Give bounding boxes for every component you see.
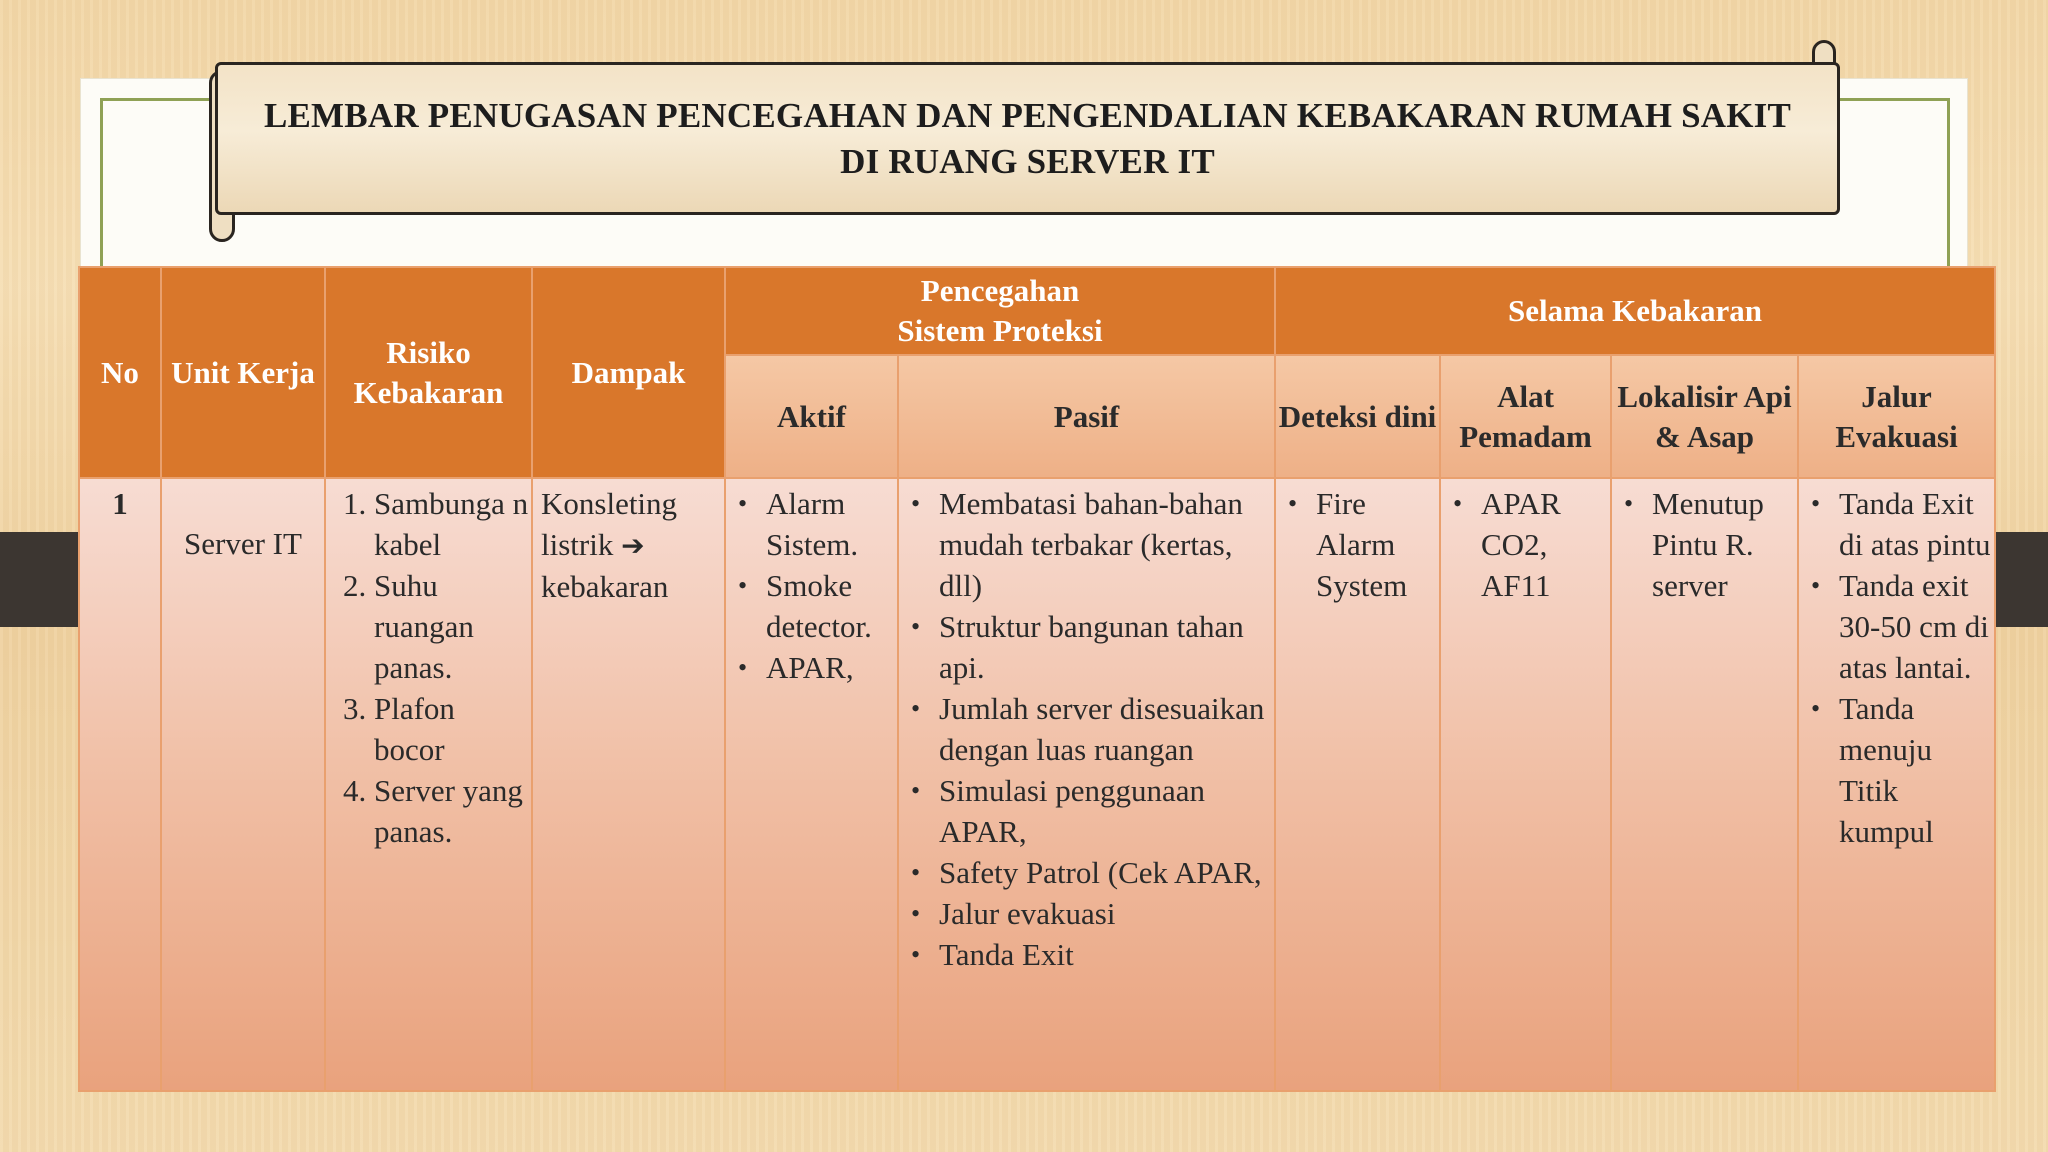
cell-jalur-evakuasi xyxy=(1798,478,1995,1091)
header-aktif: Aktif xyxy=(725,355,898,478)
list-item: • Alarm Sistem. xyxy=(766,483,897,565)
header-pencegahan-line2: Sistem Proteksi xyxy=(897,313,1103,348)
list-item: • Smoke detector. xyxy=(766,565,897,647)
list-item: • APAR CO2, AF11 xyxy=(1481,483,1610,606)
header-pencegahan xyxy=(725,267,1275,355)
cell-risiko xyxy=(325,478,532,1091)
dampak-after: kebakaran xyxy=(541,569,669,604)
list-item: • Menutup Pintu R. server xyxy=(1652,483,1797,606)
pasif-list xyxy=(899,483,1274,975)
header-risiko: Risiko Kebakaran xyxy=(325,267,532,478)
list-item: • Tanda Exit di atas pintu xyxy=(1839,483,1994,565)
header-dampak: Dampak xyxy=(532,267,725,478)
header-unit-kerja: Unit Kerja xyxy=(161,267,325,478)
list-item: 3. Plafon bocor xyxy=(374,688,531,770)
list-item: • Tanda exit 30-50 cm di atas lantai. xyxy=(1839,565,1994,688)
list-item: • Struktur bangunan tahan api. xyxy=(939,606,1274,688)
header-jalur-evakuasi: Jalur Evakuasi xyxy=(1798,355,1995,478)
cell-lokalisir xyxy=(1611,478,1798,1091)
decorative-band-left xyxy=(0,532,90,627)
cell-unit-kerja xyxy=(161,478,325,1091)
header-deteksi: Deteksi dini xyxy=(1275,355,1440,478)
list-item: • Safety Patrol (Cek APAR, xyxy=(939,852,1274,893)
header-alat-pemadam: Alat Pemadam xyxy=(1440,355,1611,478)
aktif-list xyxy=(726,483,897,688)
assignment-table xyxy=(78,266,1996,1092)
cell-pasif xyxy=(898,478,1275,1091)
list-item: • APAR, xyxy=(766,647,897,688)
list-item: • Simulasi penggunaan APAR, xyxy=(939,770,1274,852)
header-pencegahan-line1: Pencegahan xyxy=(920,273,1080,308)
list-item: • Jumlah server disesuaikan dengan luas ruangan xyxy=(939,688,1274,770)
lokalisir-list xyxy=(1612,483,1797,606)
risiko-list xyxy=(326,483,531,852)
list-item: • Membatasi bahan-bahan mudah terbakar (kertas, dll) xyxy=(939,483,1274,606)
deteksi-list xyxy=(1276,483,1439,606)
cell-deteksi xyxy=(1275,478,1440,1091)
header-pasif: Pasif xyxy=(898,355,1275,478)
dampak-before: Konsleting listrik xyxy=(541,486,678,562)
list-item: • Jalur evakuasi xyxy=(939,893,1274,934)
cell-dampak xyxy=(532,478,725,1091)
cell-aktif xyxy=(725,478,898,1091)
table-row xyxy=(79,478,1995,1091)
header-selama-kebakaran: Selama Kebakaran xyxy=(1275,267,1995,355)
list-item: 4. Server yang panas. xyxy=(374,770,531,852)
unit-kerja-text: Server IT xyxy=(184,526,302,561)
list-item: 1. Sambunga n kabel xyxy=(374,483,531,565)
cell-no xyxy=(79,478,161,1091)
list-item: • Fire Alarm System xyxy=(1316,483,1439,606)
header-no: No xyxy=(79,267,161,478)
jalur-list xyxy=(1799,483,1994,852)
arrow-right-icon: ➔ xyxy=(621,529,645,562)
page-title: LEMBAR PENUGASAN PENCEGAHAN DAN PENGENDALIAN KEBAKARAN RUMAH SAKIT DI RUANG SERVER IT xyxy=(263,95,1792,181)
cell-alat-pemadam xyxy=(1440,478,1611,1091)
title-scroll xyxy=(215,62,1840,215)
alat-list xyxy=(1441,483,1610,606)
row-number: 1 xyxy=(112,486,128,521)
list-item: • Tanda menuju Titik kumpul xyxy=(1839,688,1994,852)
list-item: 2. Suhu ruangan panas. xyxy=(374,565,531,688)
dampak-text xyxy=(533,479,724,611)
header-lokalisir: Lokalisir Api & Asap xyxy=(1611,355,1798,478)
list-item: • Tanda Exit xyxy=(939,934,1274,975)
